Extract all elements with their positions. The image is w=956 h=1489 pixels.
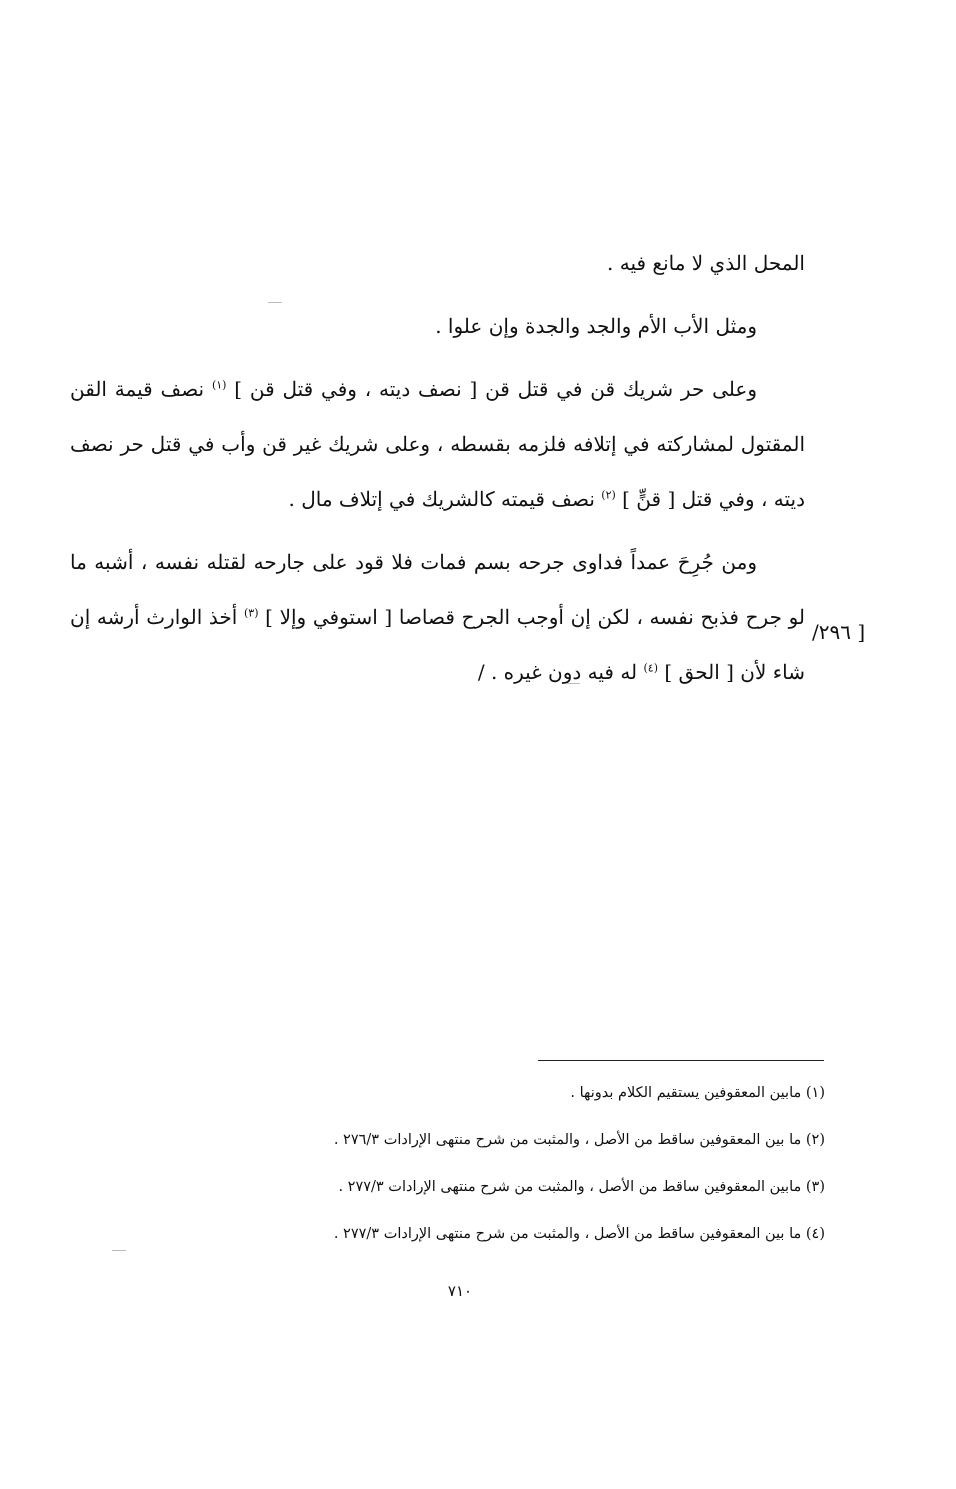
main-text [70, 236, 805, 708]
footnote-4: (٤) ما بين المعقوفين ساقط من الأصل ، والمثبت من شرح منتهى الإرادات ٢٧٧/٣ . [333, 1226, 825, 1242]
scan-speck [566, 683, 580, 684]
paragraph-3-text-b: نصف قيمة القن المقتول لمشاركته في إتلافه فلزمه بقسطه ، وعلى شريك غير قن وأب في قتل حر نصف ديته ، وفي قتل [ قنٍّ ] [70, 377, 805, 511]
paragraph-4-text-b: أخذ الوارث أرشه إن شاء لأن [ الحق ] [70, 605, 805, 684]
footnote-divider [538, 1060, 824, 1061]
paragraph-2 [70, 299, 805, 354]
footnote-ref-3[interactable]: (٣) [243, 606, 259, 620]
paragraph-3 [70, 362, 805, 527]
paragraph-3-text-a: وعلى حر شريك قن في قتل قن [ نصف ديته ، وفي قتل قن ] [234, 377, 757, 401]
paragraph-3-text-c: نصف قيمته كالشريك في إتلاف مال . [288, 487, 595, 511]
paragraph-4 [70, 535, 805, 700]
footnotes [200, 1082, 825, 1270]
footnote-ref-1[interactable]: (١) [211, 378, 227, 392]
footnote-2: (٢) ما بين المعقوفين ساقط من الأصل ، والمثبت من شرح منتهى الإرادات ٢٧٦/٣ . [333, 1132, 825, 1148]
footnote-1: (١) مابين المعقوفين يستقيم الكلام بدونها . [570, 1085, 825, 1101]
paragraph-1 [70, 236, 805, 291]
margin-folio-note: [ ٢٩٦/ [812, 620, 866, 644]
scan-speck [268, 302, 282, 303]
scan-speck [112, 1250, 126, 1251]
paragraph-4-text-c: له فيه دون غيره . / [477, 660, 638, 684]
paragraph-2-text: ومثل الأب الأم والجد والجدة وإن علوا . [435, 314, 757, 338]
footnote-ref-4[interactable]: (٤) [643, 661, 659, 675]
footnote-3: (٣) مابين المعقوفين ساقط من الأصل ، والمثبت من شرح منتهى الإرادات ٢٧٧/٣ . [338, 1179, 825, 1195]
page-number: ٧١٠ [447, 1282, 473, 1300]
paragraph-1-text: المحل الذي لا مانع فيه . [607, 251, 805, 275]
footnote-ref-2[interactable]: (٢) [601, 488, 616, 502]
paragraph-4-text-a: ومن جُرِحَ عمداً فداوى جرحه بسم فمات فلا قود على جارحه لقتله نفسه ، أشبه ما لو جرح فذبح نفسه ، لكن إن أوجب الجرح قصاصا [ استوفي وإلا ] [70, 550, 806, 629]
